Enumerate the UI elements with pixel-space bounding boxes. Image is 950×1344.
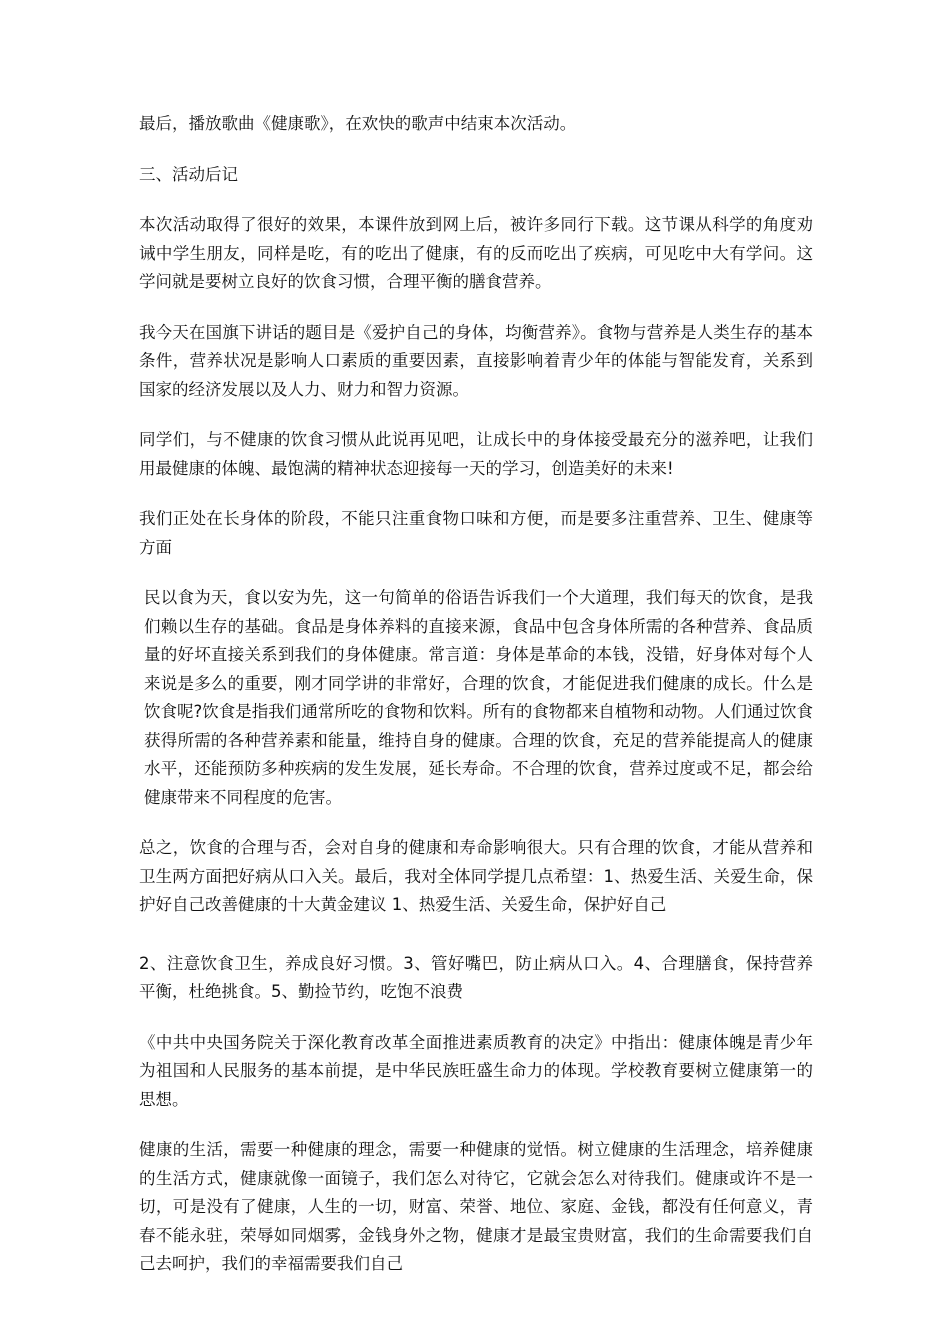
- paragraph-activity-review: 本次活动取得了很好的效果，本课件放到网上后，被许多同行下载。这节课从科学的角度劝诫中学生朋友，同样是吃，有的吃出了健康，有的反而吃出了疾病，可见吃中大有学问。这学问就是要树立良好的饮食习惯，合理平衡的膳食营养。: [139, 215, 813, 291]
- paragraph-speech-topic: 我今天在国旗下讲话的题目是《爱护自己的身体，均衡营养》。食物与营养是人类生存的基本条件，营养状况是影响人口素质的重要因素，直接影响着青少年的体能与智能发育，关系到国家的经济发展以及人力、财力和智力资源。: [139, 322, 813, 399]
- paragraph-closing-song: 最后，播放歌曲《健康歌》，在欢快的歌声中结束本次活动。: [139, 114, 577, 133]
- paragraph-conclusion-hopes: 总之，饮食的合理与否，会对自身的健康和寿命影响很大。只有合理的饮食，才能从营养和卫生两方面把好病从口入关。最后，我对全体同学提几点希望：1、热爱生活、关爱生命，保护好自己改善健康的十大黄金建议 1、热爱生活、关爱生命，保护好自己: [139, 838, 813, 914]
- document-body: [139, 110, 813, 1301]
- paragraph-food-is-heaven: 民以食为天，食以安为先，这一句简单的俗语告诉我们一个大道理，我们每天的饮食，是我们赖以生存的基础。食品是身体养料的直接来源，食品中包含身体所需的各种营养、食品质量的好坏直接关系到我们的身体健康。常言道：身体是革命的本钱，没错，好身体对每个人来说是多么的重要，刚才同学讲的非常好，合理的饮食，才能促进我们健康的成长。什么是饮食呢?饮食是指我们通常所吃的食物和饮料。所有的食物都来自植物和动物。人们通过饮食获得所需的各种营养素和能量，维持自身的健康。合理的饮食，充足的营养能提高人的健康水平，还能预防多种疾病的发生发展，延长寿命。不合理的饮食，营养过度或不足，都会给健康带来不同程度的危害。: [144, 588, 813, 807]
- paragraph-education-decision: 《中共中央国务院关于深化教育改革全面推进素质教育的决定》中指出：健康体魄是青少年为祖国和人民服务的基本前提，是中华民族旺盛生命力的体现。学校教育要树立健康第一的思想。: [139, 1032, 813, 1109]
- paragraph-healthy-life: 健康的生活，需要一种健康的理念，需要一种健康的觉悟。树立健康的生活理念，培养健康的生活方式，健康就像一面镜子，我们怎么对待它，它就会怎么对待我们。健康或许不是一切，可是没有了健康，人生的一切，财富、荣誉、地位、家庭、金钱，都没有任何意义，青春不能永驻，荣辱如同烟雾，金钱身外之物，健康才是最宝贵财富，我们的生命需要我们自己去呵护，我们的幸福需要我们自己: [139, 1140, 813, 1273]
- paragraph-growing-stage: 我们正处在长身体的阶段，不能只注重食物口味和方便，而是要多注重营养、卫生、健康等方面: [139, 509, 813, 557]
- section-heading-postscript: 三、活动后记: [139, 164, 238, 184]
- paragraph-farewell-bad-habits: 同学们，与不健康的饮食习惯从此说再见吧，让成长中的身体接受最充分的滋养吧，让我们用最健康的体魄、最饱满的精神状态迎接每一天的学习，创造美好的未来!: [139, 430, 813, 478]
- paragraph-hopes-list: 2、注意饮食卫生，养成良好习惯。3、管好嘴巴，防止病从口入。4、合理膳食，保持营养平衡，杜绝挑食。5、勤捡节约，吃饱不浪费: [139, 953, 813, 1001]
